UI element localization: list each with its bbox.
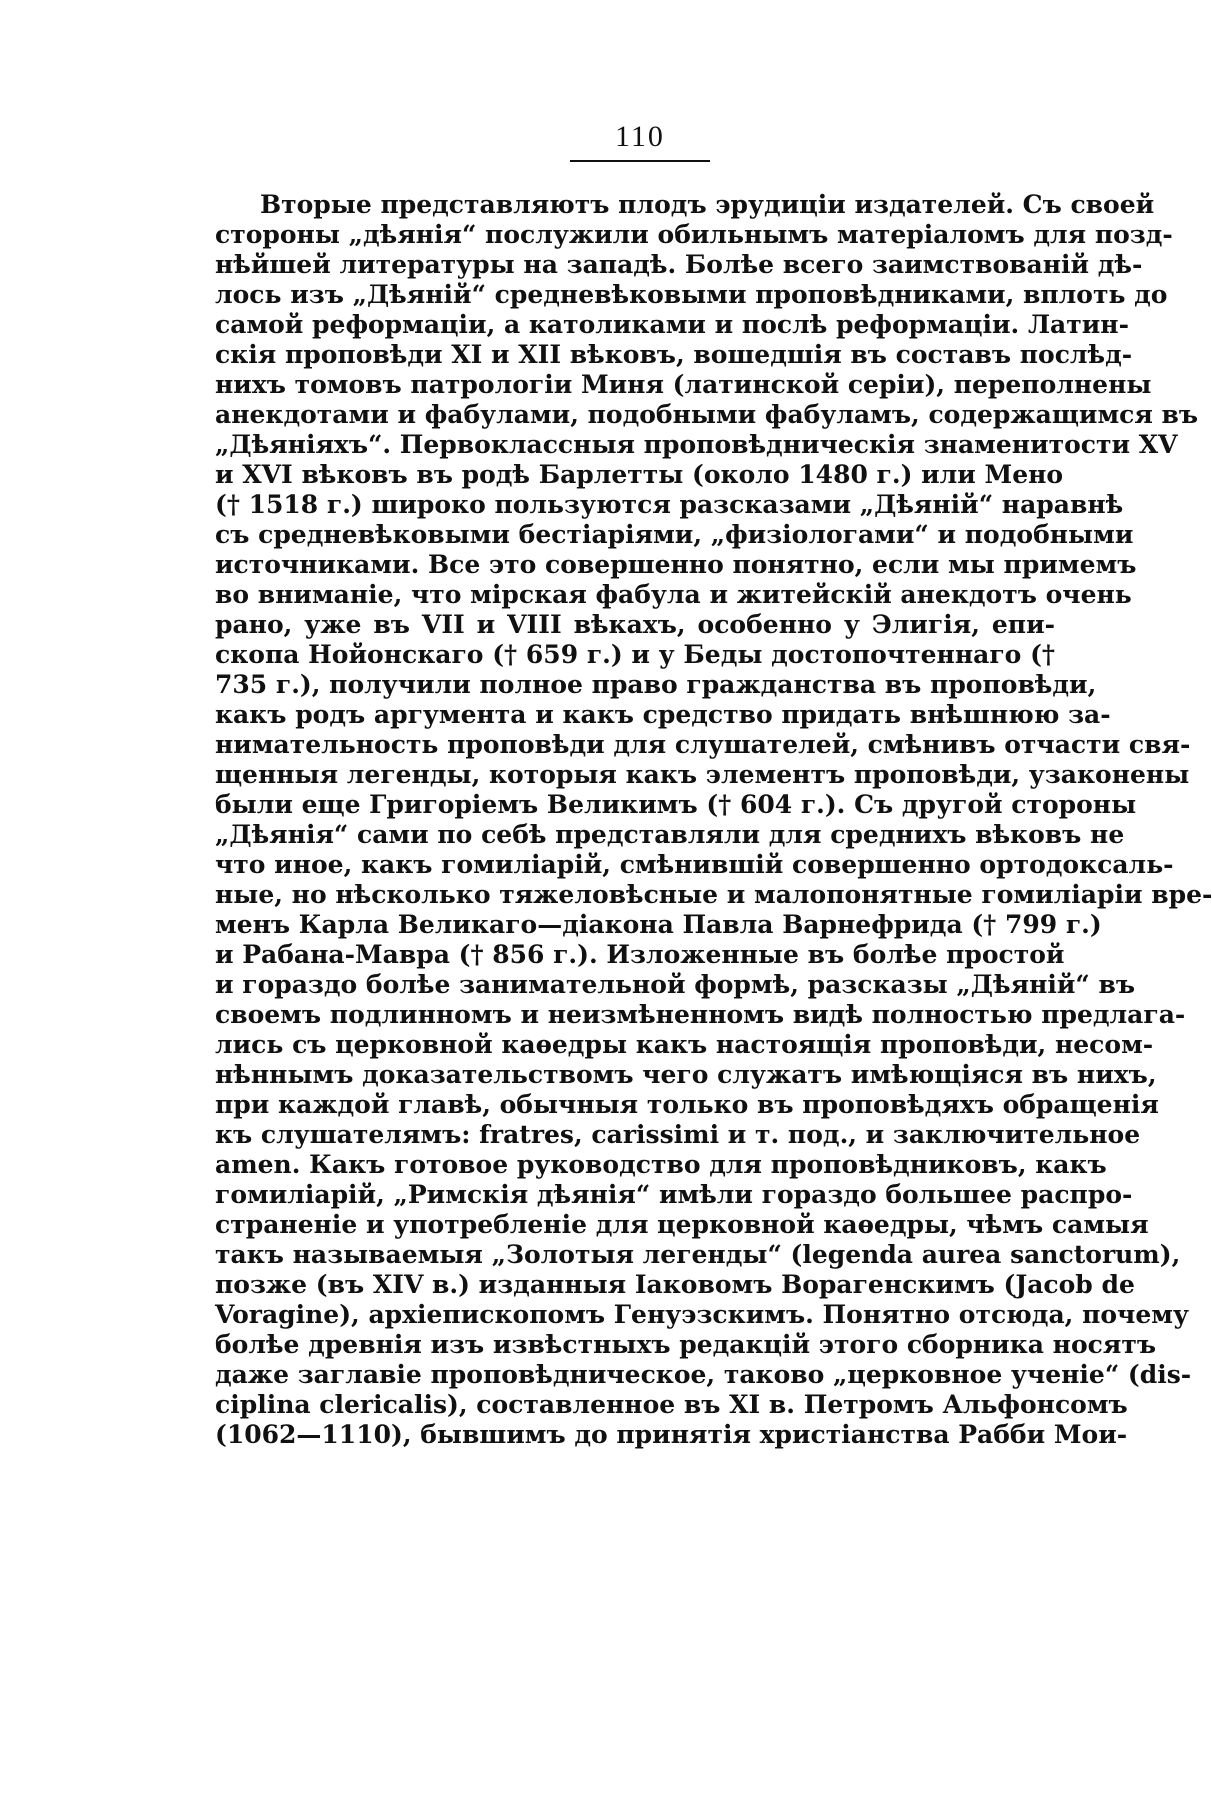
text-line: Voragine), архіепископомъ Генуэзскимъ. Понятно отсюда, почему: [215, 1300, 1189, 1329]
text-line: Вторые представляютъ плодъ эрудиціи издателей. Съ своей: [260, 190, 1155, 219]
text-line: (1062—1110), бывшимъ до принятія христіанства Рабби Мои-: [215, 1420, 1128, 1449]
text-line: и гораздо болѣе занимательной формѣ, разсказы „Дѣяній“ въ: [215, 970, 1136, 999]
text-line: 735 г.), получили полное право гражданства въ проповѣди,: [215, 670, 1097, 699]
body-text: [215, 190, 1212, 1450]
text-line: страненіе и употребленіе для церковной каѳедры, чѣмъ самыя: [215, 1210, 1149, 1239]
text-line: скія проповѣди XI и XII вѣковъ, вошедшія въ составъ послѣд-: [215, 340, 1133, 369]
text-line: болѣе древнія изъ извѣстныхъ редакцій этого сборника носятъ: [215, 1330, 1157, 1359]
text-line: ные, но нѣсколько тяжеловѣсные и малопонятные гомиліаріи вре-: [215, 880, 1212, 909]
text-line: позже (въ XIV в.) изданныя Іаковомъ Ворагенскимъ (Jacob de: [215, 1270, 1135, 1299]
text-line: лось изъ „Дѣяній“ средневѣковыми проповѣдниками, вплоть до: [215, 280, 1168, 309]
text-line: нѣйшей литературы на западѣ. Болѣе всего заимствованій дѣ-: [215, 250, 1143, 279]
text-line: нихъ томовъ патрологіи Миня (латинской серіи), переполнены: [215, 370, 1152, 399]
text-line: такъ называемыя „Золотыя легенды“ (legenda aurea sanctorum),: [215, 1240, 1181, 1269]
text-line: гомиліарій, „Римскія дѣянія“ имѣли гораздо большее распро-: [215, 1180, 1133, 1209]
text-line: самой реформаціи, а католиками и послѣ реформаціи. Латин-: [215, 310, 1129, 339]
page-number-rule: [570, 160, 710, 162]
text-line: что иное, какъ гомиліарій, смѣнившій совершенно ортодоксаль-: [215, 850, 1174, 879]
text-line: и Рабана-Мавра († 856 г.). Изложенные въ болѣе простой: [215, 940, 1065, 969]
text-line: нимательность проповѣди для слушателей, смѣнивъ отчасти свя-: [215, 730, 1191, 759]
text-line: съ средневѣковыми бестіаріями, „физіологами“ и подобными: [215, 520, 1134, 549]
text-line: нѣннымъ доказательствомъ чего служатъ имѣющіяся въ нихъ,: [215, 1060, 1157, 1089]
text-line: были еще Григоріемъ Великимъ († 604 г.). Съ другой стороны: [215, 790, 1137, 819]
text-line: даже заглавіе проповѣдническое, таково „церковное ученіе“ (dis-: [215, 1360, 1192, 1389]
text-line: какъ родъ аргумента и какъ средство придать внѣшнюю за-: [215, 700, 1111, 729]
text-line: своемъ подлинномъ и неизмѣненномъ видѣ полностью предлага-: [215, 1000, 1186, 1029]
text-line: и XVI вѣковъ въ родѣ Барлетты (около 1480 г.) или Мено: [215, 460, 1064, 489]
text-line: щенныя легенды, которыя какъ элементъ проповѣди, узаконены: [215, 760, 1190, 789]
text-line: рано, уже въ VII и VIII вѣкахъ, особенно у Элигія, епи-: [215, 610, 1055, 639]
text-line: лись съ церковной каѳедры какъ настоящія проповѣди, несом-: [215, 1030, 1154, 1059]
text-line: amen. Какъ готовое руководство для проповѣдниковъ, какъ: [215, 1150, 1107, 1179]
text-line: менъ Карла Великаго—діакона Павла Варнефрида († 799 г.): [215, 910, 1102, 939]
text-line: къ слушателямъ: fratres, carissimi и т. под., и заключительное: [215, 1120, 1141, 1149]
text-line: стороны „дѣянія“ послужили обильнымъ матеріаломъ для позд-: [215, 220, 1173, 249]
text-line: при каждой главѣ, обычныя только въ проповѣдяхъ обращенія: [215, 1090, 1159, 1119]
text-line: анекдотами и фабулами, подобными фабуламъ, содержащимся въ: [215, 400, 1199, 429]
text-line: во вниманіе, что мірская фабула и житейскій анекдотъ очень: [215, 580, 1132, 609]
text-line: скопа Нойонскаго († 659 г.) и у Беды достопочтеннаго (†: [215, 640, 1055, 669]
text-line: „Дѣяніяхъ“. Первоклассныя проповѣдническія знаменитости XV: [215, 430, 1178, 459]
text-line: „Дѣянія“ сами по себѣ представляли для среднихъ вѣковъ не: [215, 820, 1125, 849]
text-line: († 1518 г.) широко пользуются разсказами „Дѣяній“ наравнѣ: [215, 490, 1124, 519]
text-line: источниками. Все это совершенно понятно, если мы примемъ: [215, 550, 1137, 579]
page-number: 110: [615, 120, 665, 153]
text-line: ciplina clericalis), составленное въ XI в. Петромъ Альфонсомъ: [215, 1390, 1128, 1419]
